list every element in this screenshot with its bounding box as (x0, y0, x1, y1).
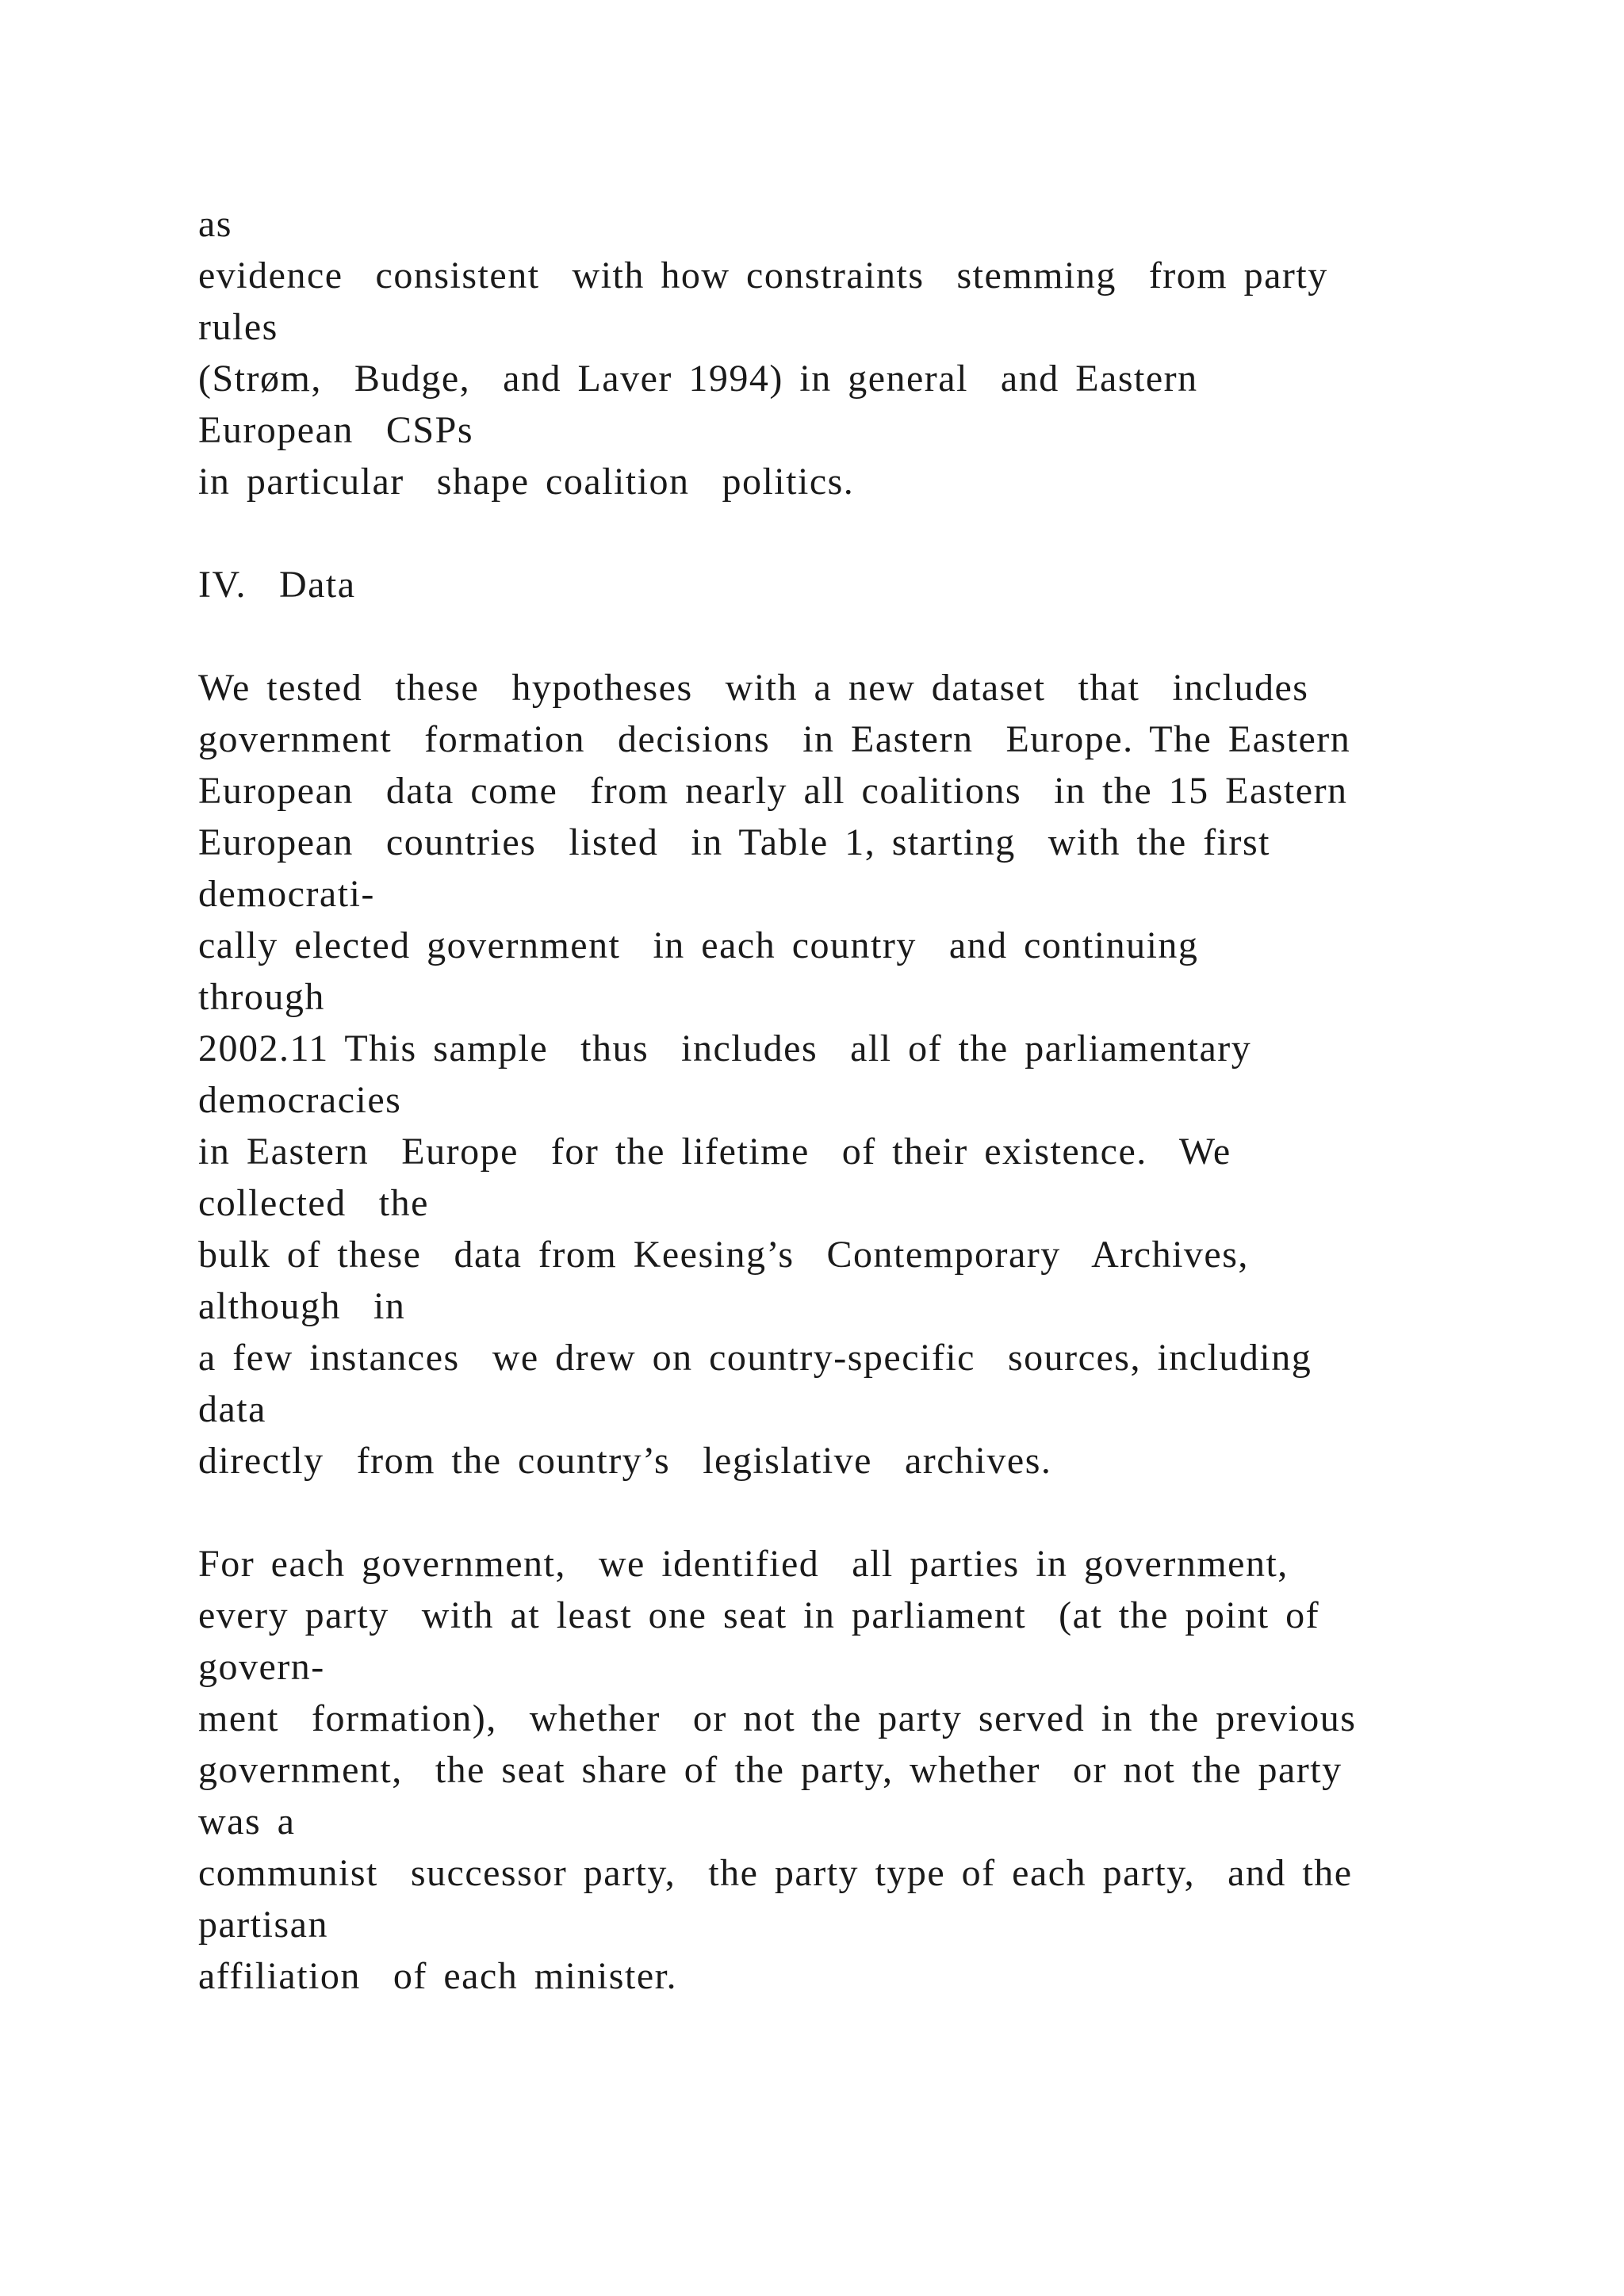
text-line: rules (198, 306, 278, 348)
text-line: We tested these hypotheses with a new dataset that includes (198, 667, 1309, 709)
text-line: bulk of these data from Keesing’s Contemporary Archives, (198, 1234, 1249, 1276)
text-line: data (198, 1388, 266, 1430)
text-line: through (198, 976, 325, 1018)
text-line: collected the (198, 1182, 429, 1224)
text-line: evidence consistent with how constraints stemming from party (198, 254, 1328, 297)
text-line: (Strøm, Budge, and Laver 1994) in general and Eastern (198, 358, 1198, 400)
text-line: 2002.11 This sample thus includes all of the parliamentary (198, 1027, 1252, 1070)
text-line: directly from the country’s legislative archives. (198, 1440, 1052, 1482)
text-line: every party with at least one seat in parliament (at the point of (198, 1594, 1320, 1636)
text-line: although in (198, 1285, 406, 1327)
text-line: European countries listed in Table 1, starting with the first (198, 821, 1271, 863)
text-line: a few instances we drew on country-specific sources, including (198, 1337, 1312, 1379)
text-line: ment formation), whether or not the party served in the previous (198, 1697, 1357, 1739)
text-line: democracies (198, 1079, 402, 1121)
text-line: democrati- (198, 873, 375, 915)
text-line: govern- (198, 1646, 325, 1688)
text-line: communist successor party, the party type of each party, and the (198, 1852, 1353, 1894)
text-line: For each government, we identified all parties in government, (198, 1543, 1289, 1585)
text-line: partisan (198, 1904, 328, 1946)
text-line: European data come from nearly all coalitions in the 15 Eastern (198, 770, 1348, 812)
text-line: government, the seat share of the party, whether or not the party (198, 1749, 1342, 1791)
text-line: was a (198, 1800, 296, 1843)
text-line: in particular shape coalition politics. (198, 461, 855, 503)
text-line: affiliation of each minister. (198, 1955, 677, 1997)
text-line: as (198, 203, 232, 245)
text-line: cally elected government in each country and continuing (198, 924, 1199, 966)
text-line: in Eastern Europe for the lifetime of their existence. We (198, 1131, 1231, 1173)
section-heading: IV. Data (198, 564, 356, 606)
text-line: European CSPs (198, 409, 473, 451)
text-line: government formation decisions in Eastern Europe. The Eastern (198, 718, 1351, 760)
